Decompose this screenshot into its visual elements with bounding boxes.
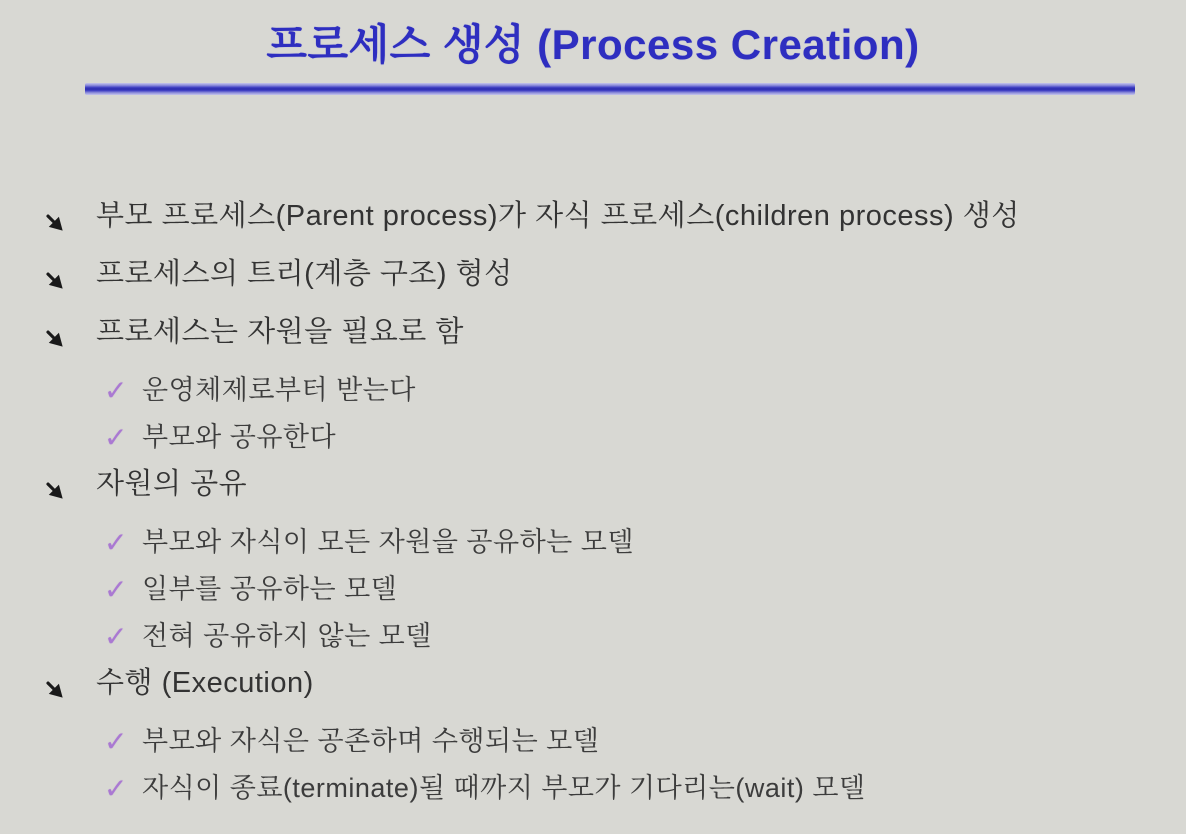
check-icon: ✓ bbox=[104, 726, 128, 757]
sub-bullet-item bbox=[0, 613, 1186, 660]
sub-bullet-text: 부모와 공유한다 bbox=[142, 422, 337, 452]
check-icon: ✓ bbox=[104, 527, 128, 558]
bullet-item bbox=[0, 309, 1186, 367]
sub-bullet-item bbox=[0, 519, 1186, 566]
sub-bullet-text: 부모와 자식이 모든 자원을 공유하는 모델 bbox=[142, 527, 634, 557]
arrow-down-right-icon bbox=[42, 461, 96, 519]
sub-bullet-text: 자식이 종료(terminate)될 때까지 부모가 기다리는(wait) 모델 bbox=[142, 773, 866, 803]
arrow-down-right-icon bbox=[42, 309, 96, 367]
bullet-text: 부모 프로세스(Parent process)가 자식 프로세스(children process) 생성 bbox=[96, 200, 1020, 232]
check-icon: ✓ bbox=[104, 422, 128, 453]
sub-bullet-text: 전혀 공유하지 않는 모델 bbox=[142, 621, 432, 651]
check-icon: ✓ bbox=[104, 773, 128, 804]
bullet-text: 수행 (Execution) bbox=[96, 667, 314, 699]
arrow-down-right-icon bbox=[42, 660, 96, 718]
page-title: 프로세스 생성 (Process Creation) bbox=[266, 21, 920, 68]
arrow-down-right-icon bbox=[42, 251, 96, 309]
check-icon: ✓ bbox=[104, 574, 128, 605]
title-underline bbox=[85, 83, 1135, 95]
check-icon: ✓ bbox=[104, 375, 128, 406]
sub-bullet-item bbox=[0, 765, 1186, 812]
sub-bullet-item bbox=[0, 718, 1186, 765]
sub-bullet-item bbox=[0, 367, 1186, 414]
bullet-text: 프로세스는 자원을 필요로 함 bbox=[96, 316, 464, 348]
sub-bullet-item bbox=[0, 566, 1186, 613]
bullet-item bbox=[0, 660, 1186, 718]
arrow-down-right-icon bbox=[42, 193, 96, 251]
bullet-item bbox=[0, 461, 1186, 519]
check-icon: ✓ bbox=[104, 621, 128, 652]
sub-bullet-text: 일부를 공유하는 모델 bbox=[142, 574, 398, 604]
bullet-text: 자원의 공유 bbox=[96, 468, 248, 500]
bullet-item bbox=[0, 193, 1186, 251]
sub-bullet-text: 운영체제로부터 받는다 bbox=[142, 375, 416, 405]
sub-bullet-item bbox=[0, 414, 1186, 461]
bullet-list bbox=[0, 193, 1186, 812]
bullet-item bbox=[0, 251, 1186, 309]
sub-bullet-text: 부모와 자식은 공존하며 수행되는 모델 bbox=[142, 726, 600, 756]
bullet-text: 프로세스의 트리(계층 구조) 형성 bbox=[96, 258, 513, 290]
